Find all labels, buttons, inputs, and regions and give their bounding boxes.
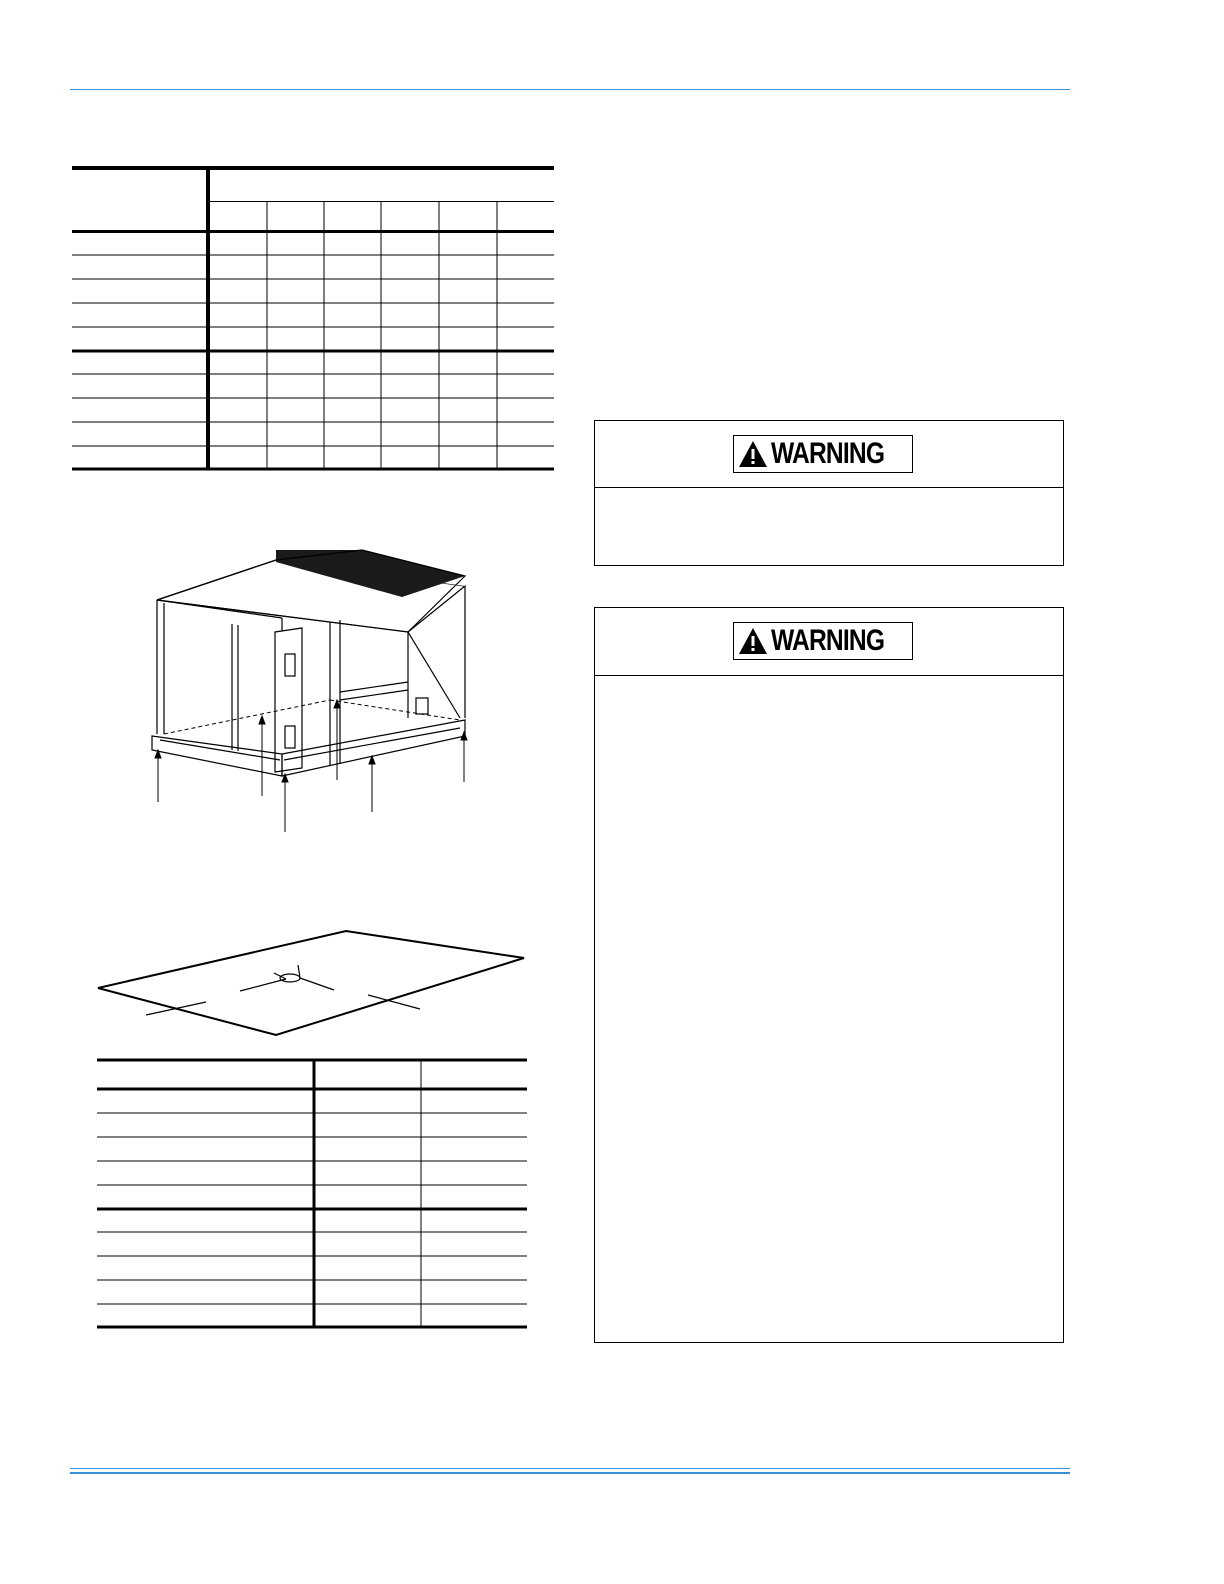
warning-box-1 xyxy=(594,420,1064,566)
warning-triangle-icon xyxy=(738,627,768,655)
warning-header xyxy=(595,421,1063,488)
warning-header xyxy=(595,608,1063,676)
warning-box-2 xyxy=(594,607,1064,1343)
weight-table xyxy=(0,0,600,1340)
warning-triangle-icon xyxy=(738,440,768,468)
footer-rule-bottom xyxy=(70,1472,1070,1474)
footer-rule-top xyxy=(70,1468,1070,1469)
warning-badge xyxy=(733,435,913,473)
warning-badge xyxy=(733,622,913,660)
warning-label: WARNING xyxy=(770,437,884,470)
warning-label: WARNING xyxy=(770,624,884,657)
